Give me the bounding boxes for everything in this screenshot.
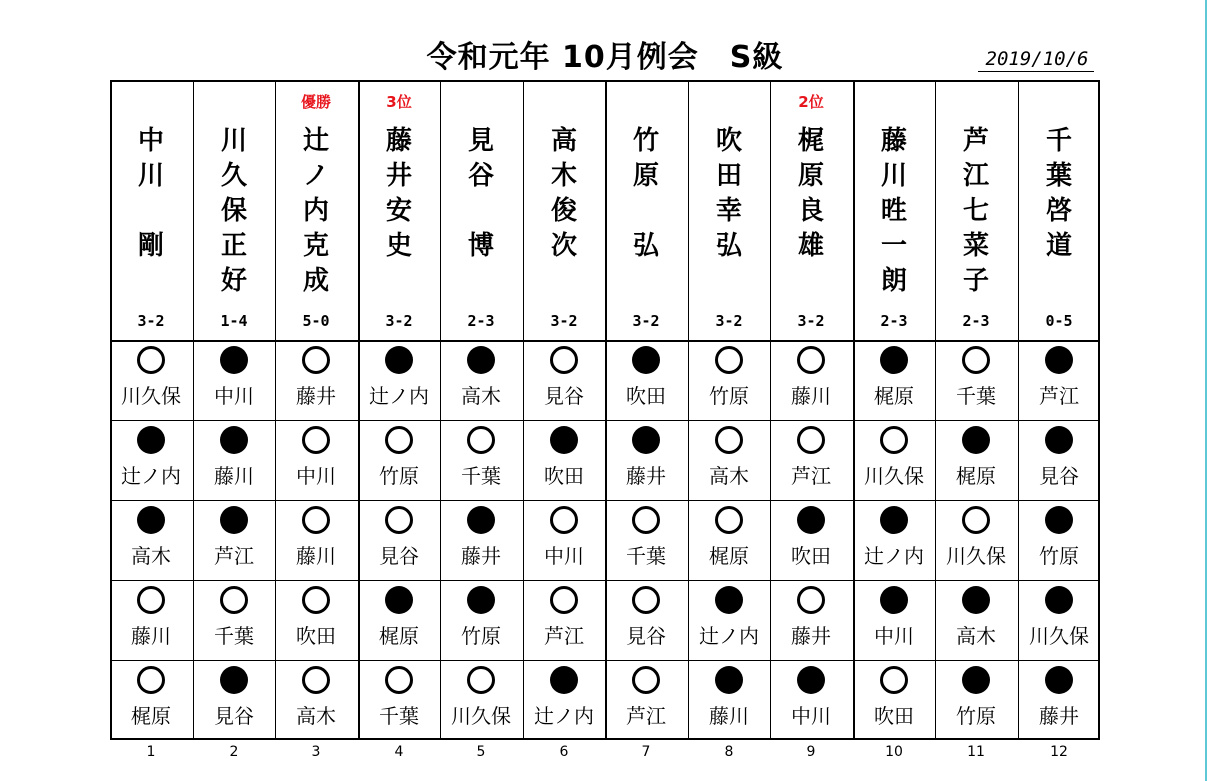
player-column (605, 80, 687, 740)
result-cell (935, 420, 1017, 500)
opponent-name: 吹田 (626, 384, 666, 408)
player-name-char: 久 (220, 161, 247, 191)
result-cell (770, 500, 852, 580)
player-name-char: 辻 (302, 126, 329, 156)
player-name-char: 見 (467, 126, 494, 156)
loss-circle-icon (137, 426, 165, 454)
win-circle-icon (302, 426, 330, 454)
result-cell (275, 580, 357, 660)
player-record: 0-5 (1045, 312, 1073, 330)
player-name-char (440, 264, 522, 299)
player-record: 2-3 (467, 312, 495, 330)
result-cell (853, 580, 935, 660)
result-cell (110, 420, 192, 500)
result-cell (358, 580, 440, 660)
opponent-name: 見谷 (1039, 464, 1079, 488)
page-title: 令和元年 10月例会 S級 (426, 40, 784, 75)
result-cell (688, 500, 770, 580)
player-name (275, 124, 357, 299)
player-column (770, 80, 852, 740)
opponent-name: 千葉 (956, 384, 996, 408)
player-column (110, 80, 192, 740)
player-name-char: 弘 (715, 231, 742, 261)
result-cell (193, 660, 275, 740)
player-name (523, 124, 605, 299)
win-circle-icon (797, 346, 825, 374)
result-cell (1018, 340, 1100, 420)
opponent-name: 見谷 (544, 384, 584, 408)
loss-circle-icon (1045, 426, 1073, 454)
result-cell (1018, 420, 1100, 500)
opponent-name: 竹原 (956, 704, 996, 728)
opponent-name: 藤井 (791, 624, 831, 648)
opponent-name: 梶原 (956, 464, 996, 488)
result-cell (523, 500, 605, 580)
window-right-edge (1205, 0, 1207, 781)
result-cell (523, 580, 605, 660)
date-underline (978, 71, 1094, 72)
player-name-char: 保 (220, 196, 247, 226)
opponent-name: 藤川 (709, 704, 749, 728)
opponent-name: 川久保 (864, 464, 924, 488)
result-cell (853, 660, 935, 740)
loss-circle-icon (797, 506, 825, 534)
loss-circle-icon (220, 346, 248, 374)
player-name-char: 梶 (797, 126, 824, 156)
player-name-char: 好 (220, 266, 247, 296)
opponent-name: 高木 (956, 624, 996, 648)
player-name-char: 克 (302, 231, 329, 261)
player-name-char: 千 (1045, 126, 1072, 156)
opponent-name: 竹原 (379, 464, 419, 488)
opponent-name: 梶原 (709, 544, 749, 568)
player-name-char (110, 264, 192, 299)
win-circle-icon (467, 666, 495, 694)
opponent-name: 辻ノ内 (699, 624, 759, 648)
opponent-name: 芦江 (626, 704, 666, 728)
opponent-name: 竹原 (709, 384, 749, 408)
player-name-char (605, 264, 687, 299)
player-name-char: 菜 (962, 231, 989, 261)
loss-circle-icon (467, 586, 495, 614)
result-cell (440, 500, 522, 580)
opponent-name: 川久保 (451, 704, 511, 728)
loss-circle-icon (550, 426, 578, 454)
player-column (935, 80, 1017, 740)
player-name (440, 124, 522, 299)
opponent-name: 芦江 (791, 464, 831, 488)
opponent-name: 藤川 (296, 544, 336, 568)
win-circle-icon (962, 506, 990, 534)
opponent-name: 中川 (544, 544, 584, 568)
opponent-name: 見谷 (379, 544, 419, 568)
result-cell (110, 500, 192, 580)
win-circle-icon (797, 426, 825, 454)
player-name-char: 剛 (137, 231, 164, 261)
player-name-char: 江 (962, 161, 989, 191)
result-cell (770, 660, 852, 740)
opponent-name: 見谷 (214, 704, 254, 728)
loss-circle-icon (1045, 346, 1073, 374)
result-cell (193, 580, 275, 660)
opponent-name: 梶原 (131, 704, 171, 728)
player-name (110, 124, 192, 299)
player-name-char: 葉 (1045, 161, 1072, 191)
result-cell (605, 340, 687, 420)
result-cell (193, 420, 275, 500)
player-name-char (440, 194, 522, 229)
opponent-name: 中川 (296, 464, 336, 488)
player-column (1018, 80, 1100, 740)
result-cell (688, 580, 770, 660)
player-name (1018, 124, 1100, 299)
loss-circle-icon (632, 346, 660, 374)
result-cell (523, 340, 605, 420)
result-cell (523, 420, 605, 500)
player-record: 3-2 (137, 312, 165, 330)
opponent-name: 梶原 (379, 624, 419, 648)
player-name-char: 高 (550, 126, 577, 156)
result-cell (1018, 500, 1100, 580)
result-cell (358, 340, 440, 420)
result-cell (1018, 660, 1100, 740)
loss-circle-icon (1045, 586, 1073, 614)
result-cell (358, 420, 440, 500)
result-cell (523, 660, 605, 740)
loss-circle-icon (467, 346, 495, 374)
win-circle-icon (385, 506, 413, 534)
player-column (193, 80, 275, 740)
column-number: 1 (146, 744, 156, 760)
player-name-char: 道 (1045, 231, 1072, 261)
result-cell (770, 340, 852, 420)
player-record: 3-2 (385, 312, 413, 330)
column-number: 3 (311, 744, 321, 760)
loss-circle-icon (137, 506, 165, 534)
player-name (605, 124, 687, 299)
player-record: 3-2 (632, 312, 660, 330)
loss-circle-icon (385, 586, 413, 614)
opponent-name: 吹田 (874, 704, 914, 728)
player-name-char: 史 (385, 231, 412, 261)
win-circle-icon (715, 506, 743, 534)
column-number: 7 (641, 744, 651, 760)
opponent-name: 芦江 (214, 544, 254, 568)
result-cell (688, 420, 770, 500)
opponent-name: 高木 (131, 544, 171, 568)
player-name-char: 井 (385, 161, 412, 191)
player-name-char: 子 (962, 266, 989, 296)
loss-circle-icon (797, 666, 825, 694)
opponent-name: 藤井 (626, 464, 666, 488)
win-circle-icon (302, 666, 330, 694)
opponent-name: 中川 (791, 704, 831, 728)
result-cell (853, 420, 935, 500)
result-cell (935, 340, 1017, 420)
column-number: 8 (724, 744, 734, 760)
opponent-name: 吹田 (791, 544, 831, 568)
player-name-char: 七 (962, 196, 989, 226)
player-name-char (770, 264, 852, 299)
column-number: 11 (967, 744, 985, 760)
loss-circle-icon (467, 506, 495, 534)
player-name (853, 124, 935, 299)
player-name-char: 正 (220, 231, 247, 261)
result-cell (440, 580, 522, 660)
player-name-char: 成 (302, 266, 329, 296)
player-name-char: 藤 (880, 126, 907, 156)
result-cell (688, 660, 770, 740)
result-cell (110, 580, 192, 660)
loss-circle-icon (1045, 506, 1073, 534)
loss-circle-icon (220, 666, 248, 694)
result-cell (275, 340, 357, 420)
loss-circle-icon (715, 666, 743, 694)
player-name-char: 雄 (797, 231, 824, 261)
win-circle-icon (302, 506, 330, 534)
result-cell (275, 500, 357, 580)
result-cell (605, 420, 687, 500)
win-circle-icon (550, 346, 578, 374)
result-cell (605, 500, 687, 580)
column-number: 10 (885, 744, 903, 760)
player-name (358, 124, 440, 299)
player-column (440, 80, 522, 740)
player-name-char: 安 (385, 196, 412, 226)
win-circle-icon (302, 586, 330, 614)
opponent-name: 千葉 (626, 544, 666, 568)
opponent-name: 中川 (214, 384, 254, 408)
column-number: 6 (559, 744, 569, 760)
player-name-char: 俊 (550, 196, 577, 226)
player-record: 3-2 (550, 312, 578, 330)
player-name-char: 次 (550, 231, 577, 261)
result-cell (440, 420, 522, 500)
loss-circle-icon (880, 346, 908, 374)
player-name-char: 竹 (632, 126, 659, 156)
result-cell (935, 500, 1017, 580)
player-record: 1-4 (220, 312, 248, 330)
loss-circle-icon (715, 586, 743, 614)
result-cell (440, 340, 522, 420)
result-cell (688, 340, 770, 420)
win-circle-icon (137, 586, 165, 614)
column-number: 5 (476, 744, 486, 760)
opponent-name: 吹田 (544, 464, 584, 488)
player-column (688, 80, 770, 740)
player-column (523, 80, 605, 740)
opponent-name: 芦江 (1039, 384, 1079, 408)
player-name-char (523, 264, 605, 299)
player-name-char: ノ (302, 161, 329, 191)
win-circle-icon (467, 426, 495, 454)
result-cell (770, 580, 852, 660)
award-label: 2位 (798, 93, 824, 111)
loss-circle-icon (550, 666, 578, 694)
win-circle-icon (385, 426, 413, 454)
player-column (275, 80, 357, 740)
opponent-name: 芦江 (544, 624, 584, 648)
loss-circle-icon (962, 426, 990, 454)
event-date: 2019/10/6 (985, 48, 1089, 70)
player-name (688, 124, 770, 299)
player-name-char: 原 (632, 161, 659, 191)
player-name-char (1018, 264, 1100, 299)
win-circle-icon (302, 346, 330, 374)
player-name-char: 良 (797, 196, 824, 226)
opponent-name: 藤井 (461, 544, 501, 568)
result-cell (358, 500, 440, 580)
player-name-char: 博 (467, 231, 494, 261)
result-cell (853, 500, 935, 580)
column-number: 9 (806, 744, 816, 760)
loss-circle-icon (880, 506, 908, 534)
player-name-char: 田 (715, 161, 742, 191)
opponent-name: 藤川 (131, 624, 171, 648)
loss-circle-icon (962, 666, 990, 694)
player-record: 2-3 (880, 312, 908, 330)
opponent-name: 川久保 (121, 384, 181, 408)
win-circle-icon (632, 666, 660, 694)
opponent-name: 藤川 (214, 464, 254, 488)
result-cell (1018, 580, 1100, 660)
player-name (770, 124, 852, 299)
result-cell (935, 580, 1017, 660)
loss-circle-icon (220, 506, 248, 534)
results-table (110, 80, 1100, 740)
opponent-name: 吹田 (296, 624, 336, 648)
result-cell (110, 340, 192, 420)
player-name-char: 弘 (632, 231, 659, 261)
win-circle-icon (137, 346, 165, 374)
opponent-name: 藤井 (296, 384, 336, 408)
player-name-char: 川 (880, 161, 907, 191)
player-name-char: 吹 (715, 126, 742, 156)
loss-circle-icon (880, 586, 908, 614)
opponent-name: 千葉 (461, 464, 501, 488)
result-cell (440, 660, 522, 740)
loss-circle-icon (962, 586, 990, 614)
win-circle-icon (880, 666, 908, 694)
column-number: 12 (1050, 744, 1068, 760)
player-name-char (688, 264, 770, 299)
result-cell (605, 660, 687, 740)
loss-circle-icon (632, 426, 660, 454)
loss-circle-icon (385, 346, 413, 374)
opponent-name: 川久保 (946, 544, 1006, 568)
player-record: 5-0 (302, 312, 330, 330)
result-cell (275, 660, 357, 740)
opponent-name: 見谷 (626, 624, 666, 648)
opponent-name: 辻ノ内 (369, 384, 429, 408)
opponent-name: 梶原 (874, 384, 914, 408)
player-name-char: 原 (797, 161, 824, 191)
win-circle-icon (880, 426, 908, 454)
win-circle-icon (137, 666, 165, 694)
player-name-char: 幸 (715, 196, 742, 226)
player-name-char: 啓 (1045, 196, 1072, 226)
player-name-char: 木 (550, 161, 577, 191)
win-circle-icon (962, 346, 990, 374)
opponent-name: 辻ノ内 (534, 704, 594, 728)
opponent-name: 川久保 (1029, 624, 1089, 648)
opponent-name: 中川 (874, 624, 914, 648)
player-name-char: 芦 (962, 126, 989, 156)
opponent-name: 千葉 (214, 624, 254, 648)
player-name-char: 甠 (880, 196, 907, 226)
result-cell (605, 580, 687, 660)
player-name-char: 川 (137, 161, 164, 191)
opponent-name: 藤川 (791, 384, 831, 408)
opponent-name: 竹原 (1039, 544, 1079, 568)
result-cell (110, 660, 192, 740)
win-circle-icon (220, 586, 248, 614)
player-record: 2-3 (962, 312, 990, 330)
opponent-name: 辻ノ内 (864, 544, 924, 568)
result-cell (935, 660, 1017, 740)
player-name-char (358, 264, 440, 299)
result-cell (275, 420, 357, 500)
opponent-name: 藤井 (1039, 704, 1079, 728)
result-cell (770, 420, 852, 500)
win-circle-icon (550, 506, 578, 534)
player-column (358, 80, 440, 740)
player-name-char: 中 (137, 126, 164, 156)
opponent-name: 竹原 (461, 624, 501, 648)
loss-circle-icon (220, 426, 248, 454)
win-circle-icon (550, 586, 578, 614)
loss-circle-icon (1045, 666, 1073, 694)
win-circle-icon (797, 586, 825, 614)
win-circle-icon (715, 346, 743, 374)
column-number: 2 (229, 744, 239, 760)
result-cell (193, 500, 275, 580)
player-name (193, 124, 275, 299)
player-name-char (605, 194, 687, 229)
opponent-name: 高木 (709, 464, 749, 488)
award-label: 3位 (386, 93, 412, 111)
player-name-char: 川 (220, 126, 247, 156)
player-name-char: 谷 (467, 161, 494, 191)
award-label: 優勝 (300, 93, 331, 111)
win-circle-icon (385, 666, 413, 694)
player-record: 3-2 (797, 312, 825, 330)
player-name-char (110, 194, 192, 229)
opponent-name: 高木 (296, 704, 336, 728)
player-record: 3-2 (715, 312, 743, 330)
opponent-name: 高木 (461, 384, 501, 408)
win-circle-icon (632, 506, 660, 534)
player-column (853, 80, 935, 740)
opponent-name: 辻ノ内 (121, 464, 181, 488)
result-cell (193, 340, 275, 420)
player-name-char: 一 (880, 231, 907, 261)
column-number: 4 (394, 744, 404, 760)
opponent-name: 千葉 (379, 704, 419, 728)
player-name-char: 藤 (385, 126, 412, 156)
player-name-char: 朗 (880, 266, 907, 296)
win-circle-icon (715, 426, 743, 454)
win-circle-icon (632, 586, 660, 614)
result-cell (853, 340, 935, 420)
player-name-char: 内 (302, 196, 329, 226)
result-cell (358, 660, 440, 740)
player-name (935, 124, 1017, 299)
